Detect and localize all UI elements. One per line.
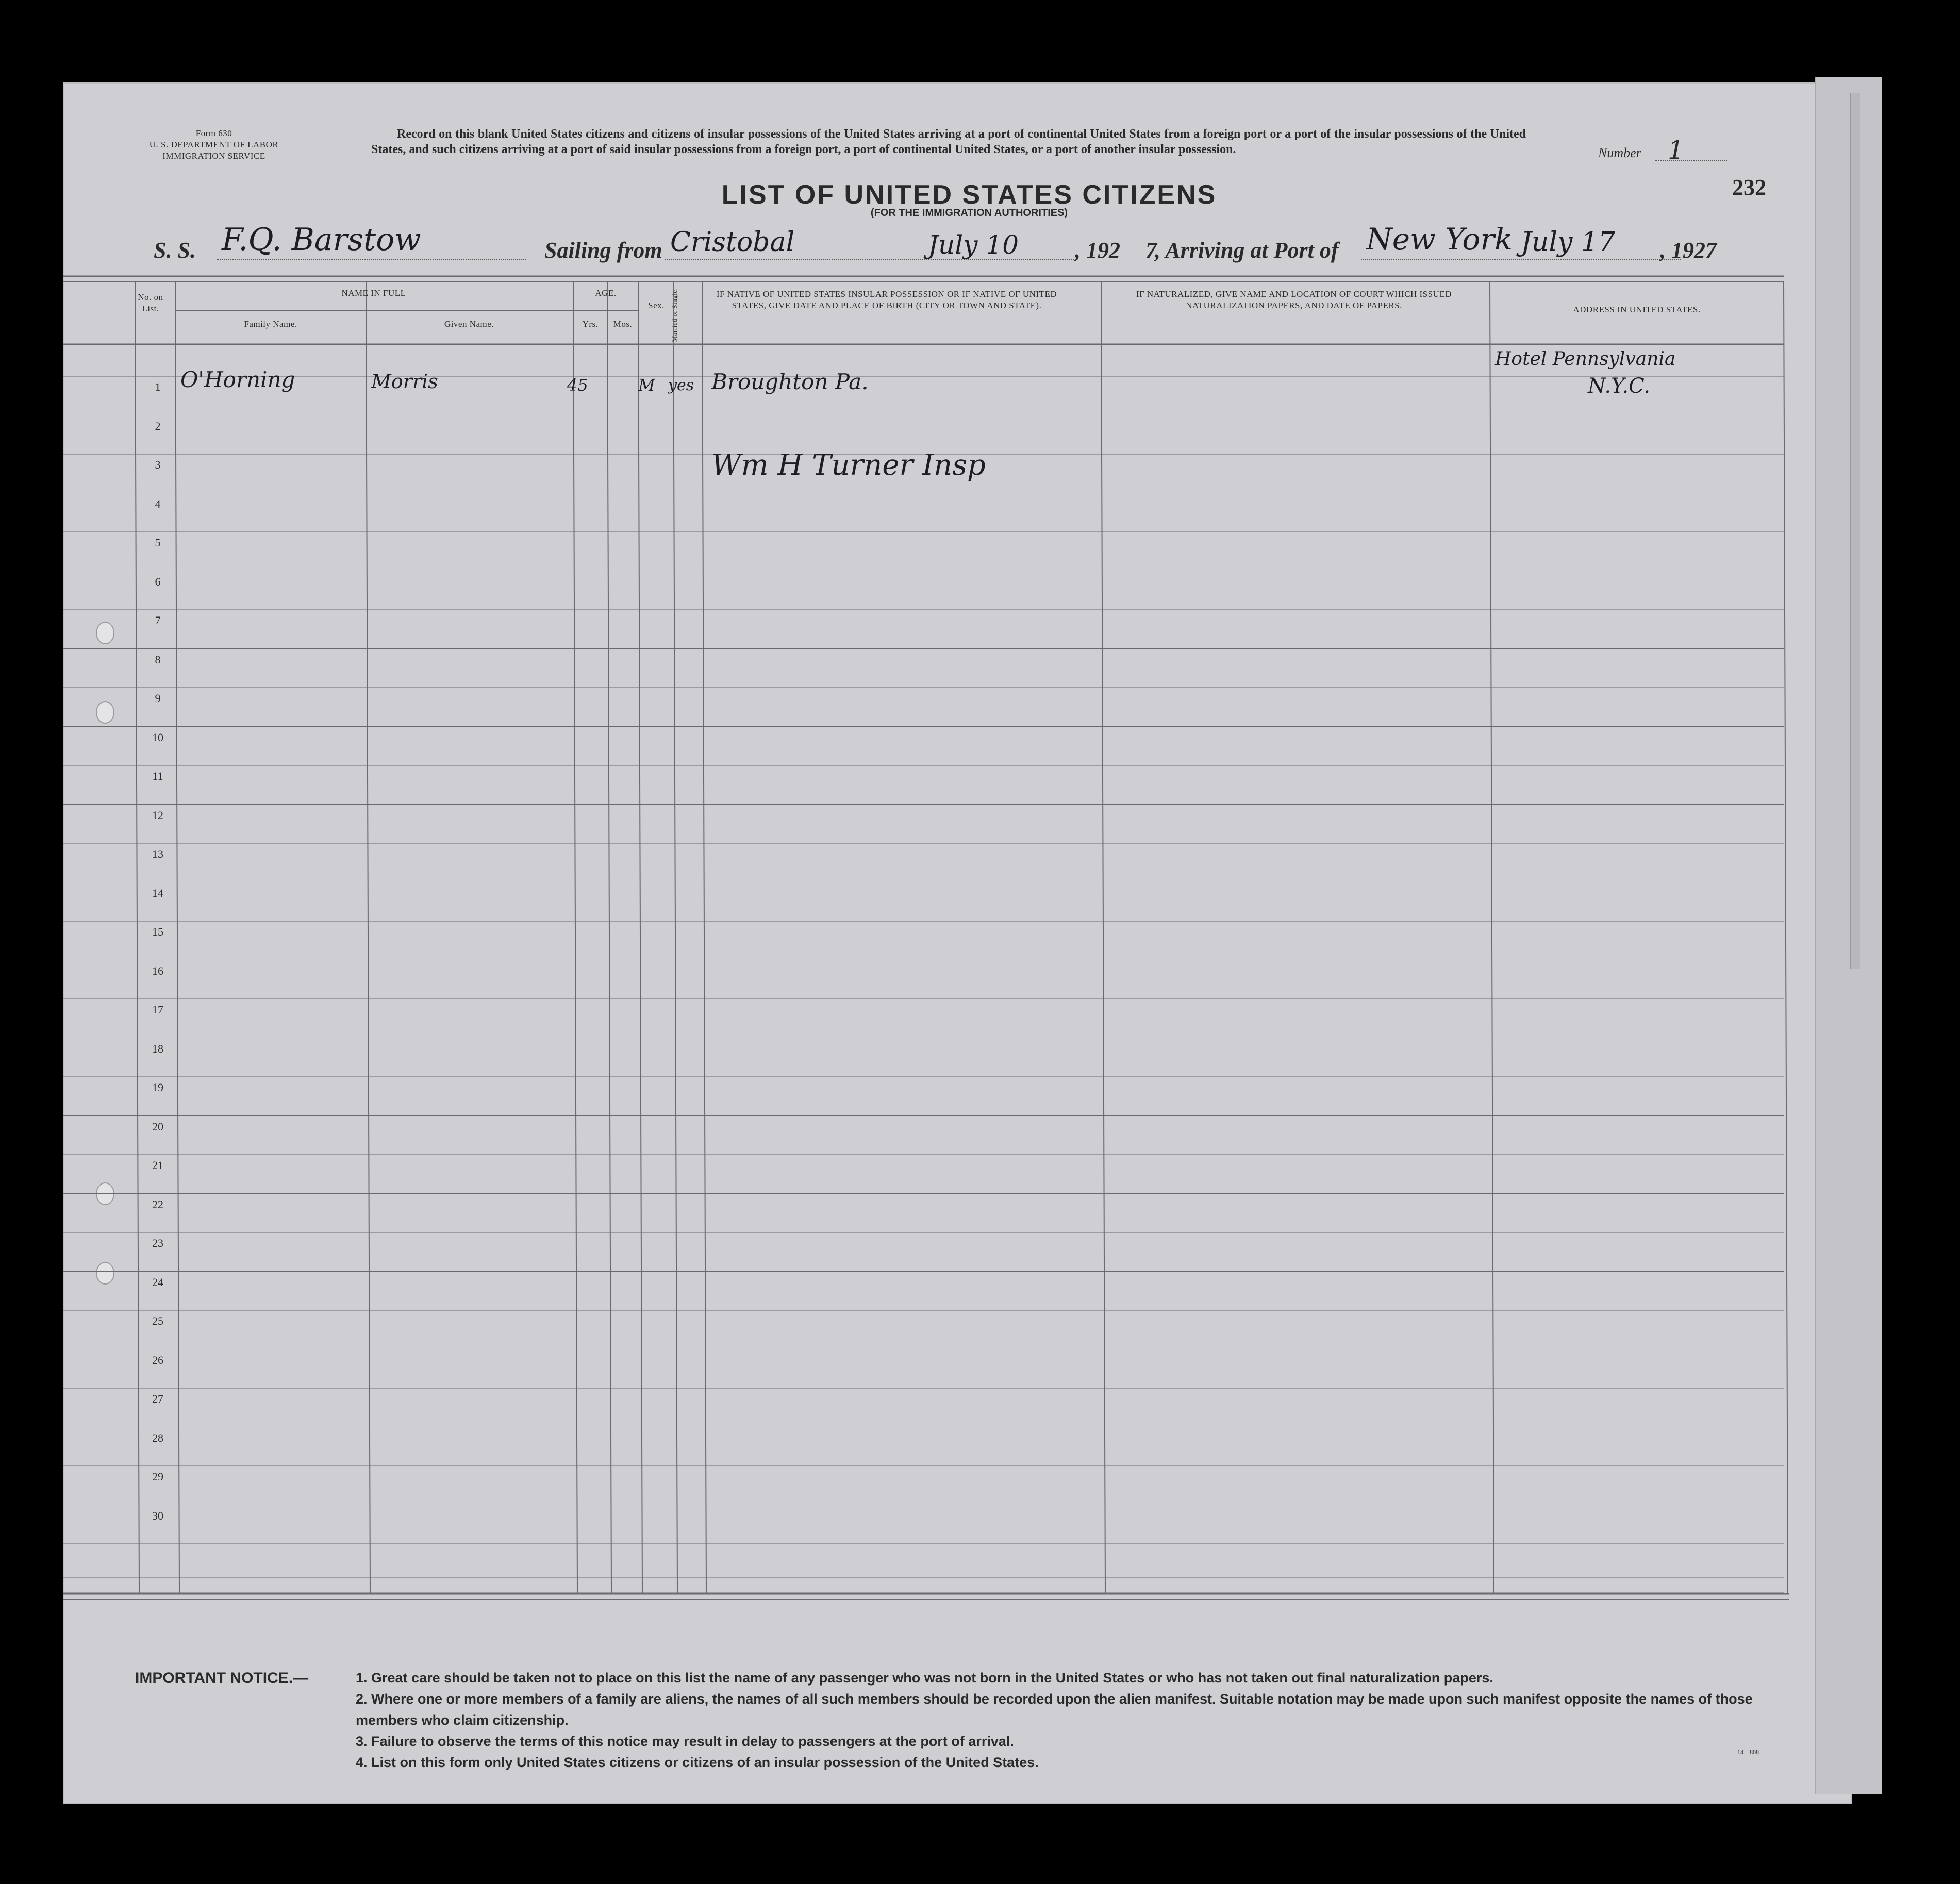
- row-number: 10: [152, 730, 163, 744]
- row-number: 25: [152, 1314, 163, 1327]
- column-rule: [673, 281, 677, 1594]
- ship-name: F.Q. Barstow: [222, 222, 421, 258]
- row-number: 2: [155, 419, 161, 432]
- row-number: 30: [152, 1509, 163, 1522]
- row-number: 13: [152, 847, 163, 860]
- page-title: LIST OF UNITED STATES CITIZENS: [721, 180, 1217, 210]
- row-number: 27: [152, 1392, 163, 1405]
- sailing-year-suffix: 7: [1145, 238, 1157, 263]
- row-1-family-name: O'Horning: [180, 367, 295, 392]
- row-number: 11: [152, 770, 163, 782]
- row-number: 29: [152, 1470, 163, 1483]
- row-1-married: yes: [668, 376, 694, 394]
- ss-label: S. S.: [154, 238, 196, 263]
- row-number: 22: [152, 1197, 163, 1211]
- print-code: 14—808: [1737, 1748, 1759, 1756]
- arrival-port: New York: [1366, 222, 1513, 257]
- sailing-year-prefix: , 192: [1075, 238, 1120, 263]
- arriving-label: , Arriving at Port of: [1155, 238, 1339, 263]
- row-1-address-line2: N.Y.C.: [1588, 374, 1651, 398]
- row-number: 24: [152, 1275, 163, 1289]
- row-number: 9: [155, 692, 161, 705]
- header-address: ADDRESS IN UNITED STATES.: [1573, 305, 1701, 314]
- row-number: 15: [152, 925, 163, 938]
- inspector-signature: Wm H Turner Insp: [711, 448, 986, 482]
- notice-item-1: 1. Great care should be taken not to place on this list the name of any passenger who was not born in the United States or who has not taken out final naturalization papers.: [356, 1670, 1493, 1686]
- row-number: 26: [152, 1353, 163, 1366]
- notice-item-2: 2. Where one or more members of a family are aliens, the names of all such members should be recorded upon the alien manifest. Suitable notation may be made upon such manifest opposite the names of those members who claim citizenship.: [356, 1691, 1753, 1728]
- row-number: 14: [152, 886, 163, 899]
- row-number: 6: [155, 575, 161, 588]
- column-rule: [638, 281, 642, 1594]
- page-number: 232: [1732, 175, 1766, 200]
- record-note: Record on this blank United States citizens and citizens of insular possessions of the United States arriving at a port of continental United States from a foreign port or a port of the insular possessions of the United States, and such citizens arriving at a port of said insular possessions from a foreign port, a port of continental United States, or a port of another insular possession.: [371, 127, 1526, 156]
- number-value: 1: [1668, 135, 1684, 165]
- header-yrs: Yrs.: [582, 319, 599, 329]
- header-no-on-list: No. on List.: [138, 292, 163, 313]
- header-birth: IF NATIVE OF UNITED STATES INSULAR POSSESSION OR IF NATIVE OF UNITED STATES, GIVE DATE AND PLACE OF BIRTH (CITY OR TOWN AND STATE).: [716, 289, 1057, 310]
- header-sex: Sex.: [648, 301, 665, 310]
- row-number: 18: [152, 1042, 163, 1055]
- header-naturalized: IF NATURALIZED, GIVE NAME AND LOCATION OF COURT WHICH ISSUED NATURALIZATION PAPERS, AND DATE OF PAPERS.: [1136, 289, 1452, 310]
- row-1-age-years: 45: [567, 375, 588, 395]
- sailing-from: Cristobal: [670, 227, 795, 258]
- row-number: 21: [152, 1159, 163, 1172]
- sailing-label: Sailing from: [544, 238, 662, 263]
- row-1-birth-place: Broughton Pa.: [711, 369, 869, 394]
- row-number: 7: [155, 614, 161, 627]
- column-rule: [366, 281, 370, 1594]
- header-mos: Mos.: [613, 319, 633, 329]
- header-family-name: Family Name.: [244, 319, 297, 329]
- sailing-date: July 10: [928, 230, 1019, 260]
- row-number: 8: [155, 653, 161, 666]
- arrival-date: July 17: [1521, 227, 1616, 258]
- notice-item-3: 3. Failure to observe the terms of this notice may result in delay to passengers at the port of arrival.: [356, 1733, 1014, 1749]
- row-number: 28: [152, 1431, 163, 1444]
- row-number: 1: [155, 380, 161, 393]
- notice-item-4: 4. List on this form only United States citizens or citizens of an insular possession of the United States.: [356, 1755, 1039, 1770]
- page-subtitle: (FOR THE IMMIGRATION AUTHORITIES): [870, 207, 1068, 219]
- column-rule: [607, 281, 611, 1594]
- column-rule: [135, 281, 139, 1594]
- column-rule: [175, 281, 179, 1594]
- column-rule: [702, 281, 706, 1594]
- row-1-address-line1: Hotel Pennsylvania: [1495, 348, 1676, 370]
- row-1-given-name: Morris: [371, 370, 438, 393]
- header-given-name: Given Name.: [444, 319, 494, 329]
- row-number: 17: [152, 1003, 163, 1016]
- notice-heading: IMPORTANT NOTICE.—: [135, 1670, 309, 1687]
- department: U. S. DEPARTMENT OF LABOR: [149, 140, 279, 149]
- header-age: AGE.: [595, 288, 617, 298]
- header-married-single: Married or Single.: [671, 288, 678, 342]
- row-number: 5: [155, 536, 161, 549]
- column-rule: [573, 281, 577, 1594]
- row-number: 12: [152, 808, 163, 822]
- row-number: 16: [152, 964, 163, 977]
- column-rule: [1784, 281, 1788, 1594]
- arrival-year: , 1927: [1660, 238, 1717, 263]
- header-name-in-full: NAME IN FULL: [341, 288, 406, 298]
- row-1-sex: M: [638, 375, 655, 395]
- row-number: 19: [152, 1081, 163, 1094]
- number-label: Number: [1598, 145, 1641, 160]
- column-rule: [1490, 281, 1494, 1594]
- row-number: 3: [155, 458, 161, 471]
- service: IMMIGRATION SERVICE: [162, 151, 265, 161]
- column-rule: [1101, 281, 1105, 1594]
- form-number: Form 630: [195, 128, 232, 138]
- row-number: 23: [152, 1237, 163, 1249]
- row-number: 4: [155, 497, 161, 510]
- row-number: 20: [152, 1120, 163, 1133]
